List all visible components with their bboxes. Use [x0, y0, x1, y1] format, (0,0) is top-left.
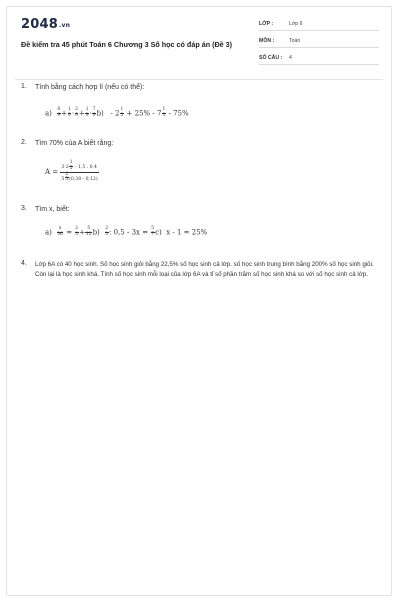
fraction: $\frac{x}{36}$	[57, 226, 63, 237]
fraction: $\frac{2}{3}$	[105, 226, 109, 237]
meta-value: Toán	[289, 38, 301, 44]
fraction: $\frac{1}{3}$	[162, 107, 166, 118]
meta-label: SỐ CÂU :	[259, 55, 283, 61]
fraction: $\frac{1}{3}$	[120, 107, 124, 118]
question-2-math: A = 3·2 $\frac{1}{5}$ - 1,5 . 0,4 5 $\frac{2}{5}$ (0,38 - 0,12)	[45, 160, 98, 183]
fraction: 3·2 $\frac{1}{5}$ - 1,5 . 0,4 5 $\frac{2}{5}$ (0,38 - 0,12)	[61, 160, 98, 183]
fraction: $\frac{5}{12}$	[85, 226, 92, 237]
meta-value: 4	[289, 55, 292, 61]
fraction: $\frac{7}{9}$	[92, 107, 96, 118]
fraction: $\frac{5}{7}$	[151, 226, 155, 237]
meta-row-class	[259, 19, 379, 31]
question-number: 2.	[21, 139, 27, 146]
fraction: $\frac{1}{9}$	[85, 107, 89, 118]
question-1-math: a) $\frac{8}{9}$ + $\frac{1}{9}$ · $\frac{2}{9}$ + $\frac{1}{9}$ · $\frac{7}{9}$ b) - 2 $\frac{1}{3}$ + 25% - 7 $\frac{1}{3}$ - 75%	[45, 107, 189, 118]
fraction: $\frac{8}{9}$	[57, 107, 61, 118]
question-number: 1.	[21, 83, 27, 90]
fraction: $\frac{1}{9}$	[68, 107, 71, 118]
worksheet-page	[6, 6, 392, 596]
header-divider	[15, 79, 383, 80]
site-logo[interactable]: 2048.vn	[21, 17, 71, 32]
fraction: $\frac{2}{9}$	[75, 107, 78, 118]
meta-label: MÔN :	[259, 38, 275, 44]
question-text: Tính bằng cách hợp lí (nếu có thể):	[35, 84, 145, 91]
meta-row-question-count	[259, 53, 379, 65]
fraction: $\frac{2}{3}$	[75, 226, 79, 237]
question-3-math: a) $\frac{x}{36}$ = $\frac{2}{3}$ + $\frac{5}{12}$ b) $\frac{2}{3}$ : 0,5 - 3x = $\frac{5}{7}$ c) x - 1 = 25%	[45, 226, 208, 237]
document-title: Đề kiểm tra 45 phút Toán 6 Chương 3 Số học có đáp án (Đề 3)	[21, 40, 233, 49]
meta-value: Lớp 6	[289, 21, 303, 27]
question-text: Lớp 6A có 40 học sinh. Số học sinh giỏi bằng 22,5% số học sinh cả lớp. số học sinh trung bình bằng 200% số học sinh giỏi. Còn lại là học sinh khá. Tính số học sinh mỗi loại của lớp 6A và tỉ số phần trăm số học sinh khá so với số học sinh cả lớp.	[35, 261, 374, 278]
worksheet-header	[21, 17, 379, 75]
question-text: Tìm x, biết:	[35, 206, 70, 213]
question-number: 4.	[21, 260, 27, 267]
question-text: Tìm 70% của A biết rằng:	[35, 140, 114, 147]
meta-row-subject	[259, 36, 379, 48]
question-number: 3.	[21, 205, 27, 212]
meta-label: LỚP :	[259, 21, 274, 27]
meta-info-panel	[259, 19, 379, 70]
